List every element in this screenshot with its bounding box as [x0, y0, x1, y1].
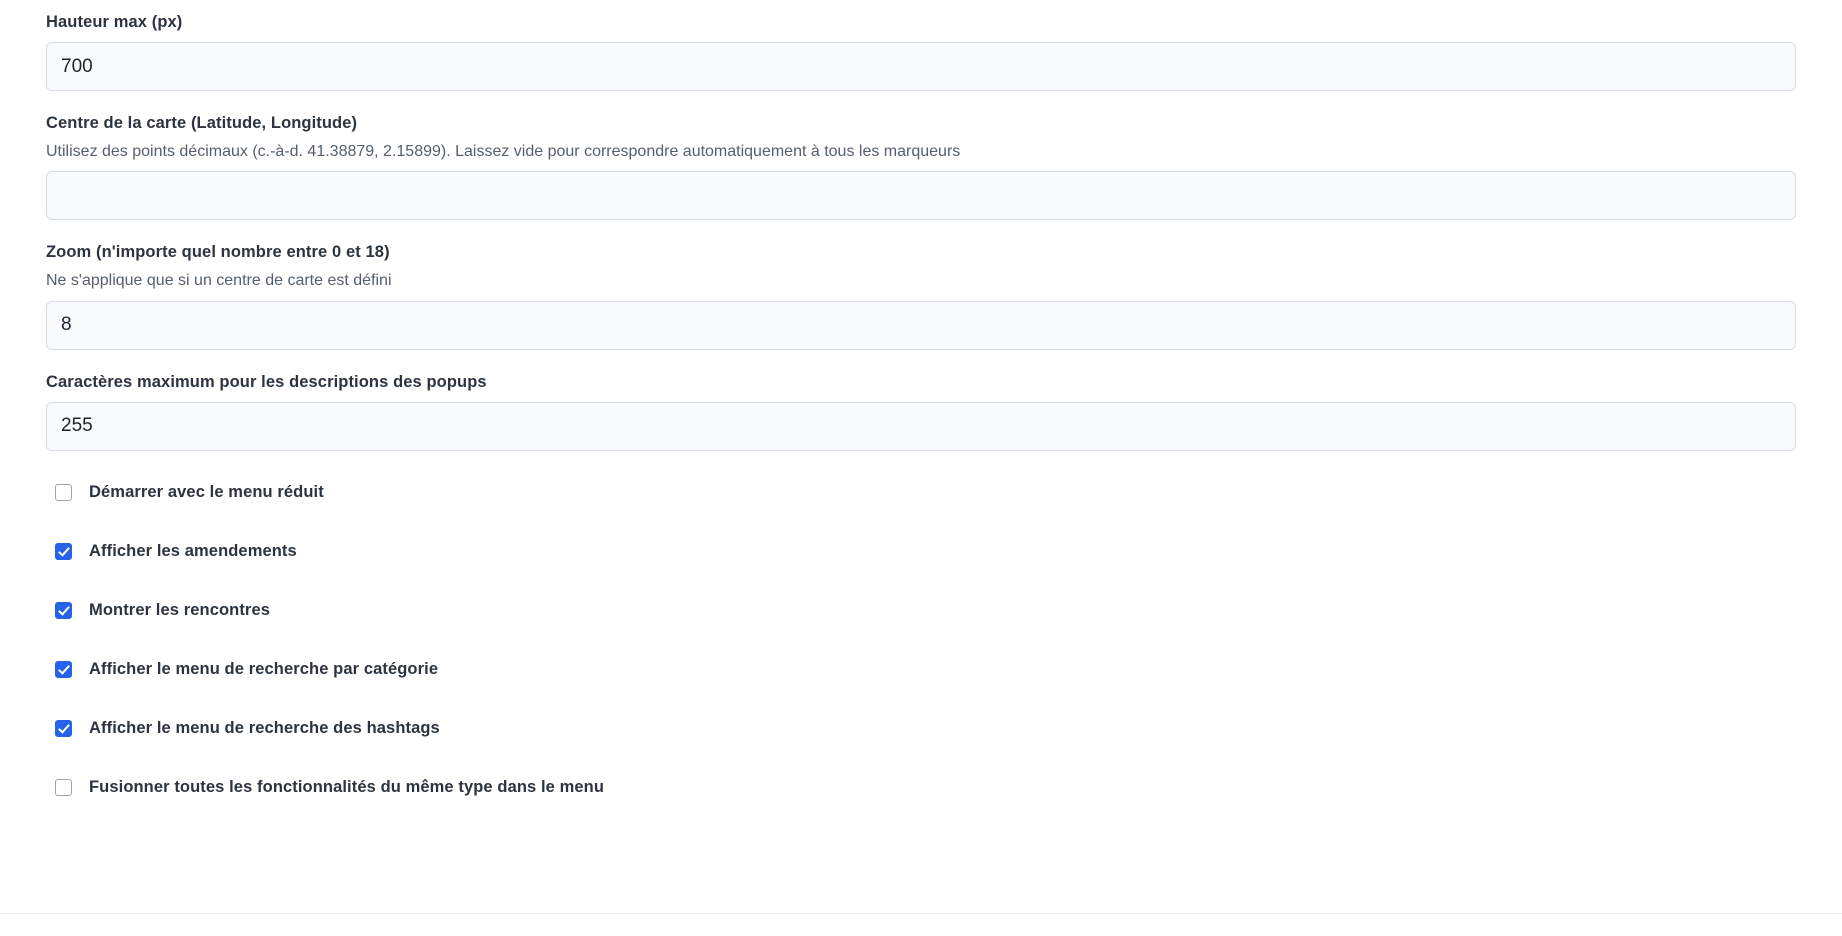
field-zoom: [46, 242, 1796, 349]
show-meetings-checkbox[interactable]: [55, 602, 72, 619]
show-category-search-menu-checkbox[interactable]: [55, 661, 72, 678]
show-hashtag-search-menu-label[interactable]: Afficher le menu de recherche des hashtags: [89, 719, 440, 738]
show-hashtag-search-menu-checkbox[interactable]: [55, 720, 72, 737]
zoom-input[interactable]: [46, 301, 1796, 350]
field-label-zoom: Zoom (n'importe quel nombre entre 0 et 18): [46, 243, 390, 262]
start-collapsed-menu-label[interactable]: Démarrer avec le menu réduit: [89, 483, 324, 502]
start-collapsed-menu-checkbox[interactable]: [55, 484, 72, 501]
checkbox-row-show-category-search-menu[interactable]: [46, 658, 1796, 682]
show-meetings-label[interactable]: Montrer les rencontres: [89, 601, 271, 620]
checkbox-row-start-collapsed-menu[interactable]: [46, 481, 1796, 505]
max-height-input[interactable]: [46, 42, 1796, 91]
field-label-popup-max-chars: Caractères maximum pour les descriptions des popups: [46, 372, 487, 391]
top-spacer: [0, 0, 1842, 12]
checkbox-row-show-amendments[interactable]: [46, 540, 1796, 564]
field-help-map-center: Utilisez des points décimaux (c.-à-d. 41.38879, 2.15899). Laissez vide pour correspondre automatiquement à tous les marqueurs: [46, 142, 961, 160]
field-popup-max-chars: [46, 372, 1796, 451]
checkbox-row-merge-same-type-features[interactable]: [46, 776, 1796, 800]
show-amendments-checkbox[interactable]: [55, 543, 72, 560]
map-settings-form: [0, 12, 1842, 800]
show-amendments-label[interactable]: Afficher les amendements: [89, 542, 297, 561]
checkbox-row-show-meetings[interactable]: [46, 599, 1796, 623]
popup-max-chars-input[interactable]: [46, 402, 1796, 451]
merge-same-type-features-checkbox[interactable]: [55, 779, 72, 796]
field-help-zoom: Ne s'applique que si un centre de carte est défini: [46, 271, 392, 289]
checkbox-row-show-hashtag-search-menu[interactable]: [46, 717, 1796, 741]
field-label-max-height: Hauteur max (px): [46, 13, 183, 31]
merge-same-type-features-label[interactable]: Fusionner toutes les fonctionnalités du même type dans le menu: [89, 778, 605, 797]
map-center-input[interactable]: [46, 171, 1796, 220]
show-category-search-menu-label[interactable]: Afficher le menu de recherche par catégorie: [89, 660, 439, 679]
field-map-center: [46, 113, 1796, 220]
bottom-divider: [0, 913, 1842, 914]
field-label-map-center: Centre de la carte (Latitude, Longitude): [46, 114, 358, 133]
field-max-height: [46, 12, 1796, 91]
